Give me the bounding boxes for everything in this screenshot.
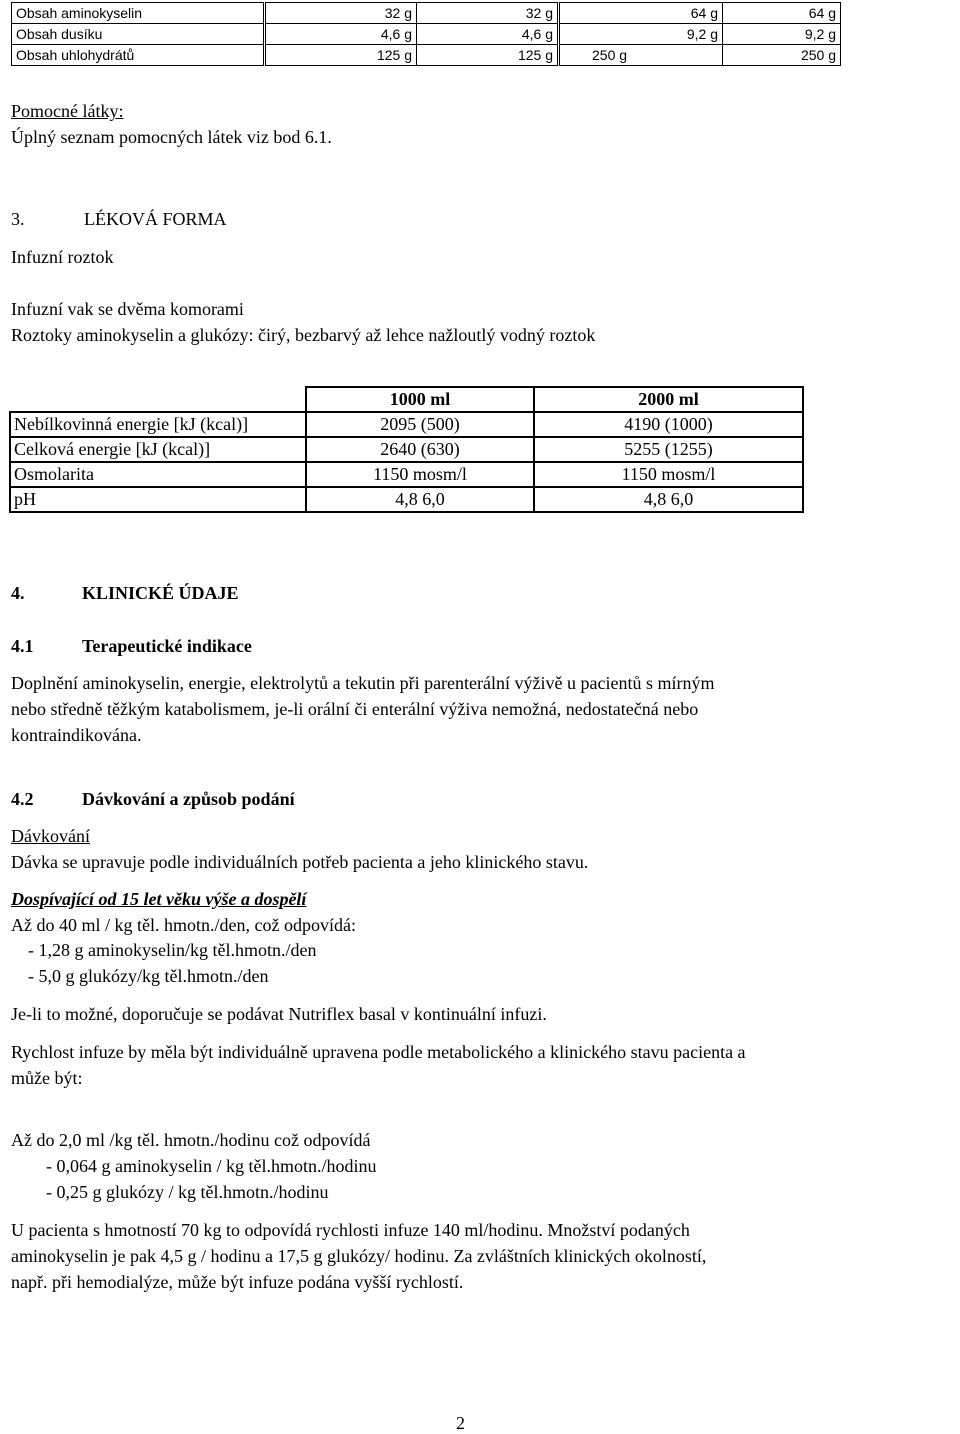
composition-table [11, 2, 841, 66]
cell: 5255 (1255) [534, 437, 803, 462]
section-4-1-number: 4.1 [11, 636, 34, 656]
adult-heading: Dospívající od 15 let věku výše a dospělí [11, 889, 307, 909]
cell: 64 g [723, 3, 841, 24]
cell: 250 g [723, 45, 841, 66]
rate-text-line-1: Rychlost infuze by měla být individuálně upravena podle metabolického a klinického stavu pacienta a [11, 1042, 746, 1062]
row-label: Obsah aminokyselin [12, 3, 265, 24]
dosing-text: Dávka se upravuje podle individuálních potřeb pacienta a jeho klinického stavu. [11, 852, 589, 872]
page-number: 2 [456, 1413, 465, 1433]
cell: 1150 mosm/l [534, 462, 803, 487]
excipients-text: Úplný seznam pomocných látek viz bod 6.1. [11, 127, 332, 147]
section-3-title: LÉKOVÁ FORMA [84, 209, 227, 229]
section-4-2-number: 4.2 [11, 789, 34, 809]
indication-line-3: kontraindikována. [11, 725, 142, 745]
example-line-1: U pacienta s hmotností 70 kg to odpovídá rychlosti infuze 140 ml/hodinu. Množství podaných [11, 1220, 690, 1240]
cell: 125 g [417, 45, 559, 66]
cell: 4190 (1000) [534, 412, 803, 437]
cell: 4,8 6,0 [306, 487, 534, 512]
dosing-heading: Dávkování [11, 826, 90, 846]
table-row [12, 3, 841, 24]
continuous-infusion-text: Je-li to možné, doporučuje se podávat Nutriflex basal v kontinuální infuzi. [11, 1004, 547, 1024]
table-row [10, 412, 803, 437]
row-label: Obsah uhlohydrátů [12, 45, 265, 66]
row-label: Obsah dusíku [12, 24, 265, 45]
rate-line: Až do 2,0 ml /kg těl. hmotn./hodinu což odpovídá [11, 1130, 371, 1150]
section-3-line-2: Roztoky aminokyselin a glukózy: čirý, bezbarvý až lehce nažloutlý vodný roztok [11, 325, 596, 345]
cell: 2095 (500) [306, 412, 534, 437]
adult-dose-item: - 5,0 g glukózy/kg těl.hmotn./den [28, 966, 269, 986]
table-row [12, 45, 841, 66]
cell: 32 g [417, 3, 559, 24]
cell: 250 g [559, 45, 723, 66]
column-header: 1000 ml [306, 387, 534, 412]
cell: 9,2 g [559, 24, 723, 45]
excipients-heading: Pomocné látky: [11, 101, 124, 121]
cell: 4,8 6,0 [534, 487, 803, 512]
cell: 4,6 g [417, 24, 559, 45]
section-4-2-title: Dávkování a způsob podání [82, 789, 295, 809]
section-3-subtitle: Infuzní roztok [11, 247, 114, 267]
example-line-3: např. při hemodialýze, může být infuze podána vyšší rychlostí. [11, 1272, 464, 1292]
row-label: Celková energie [kJ (kcal)] [10, 437, 306, 462]
section-4-number: 4. [11, 583, 25, 603]
table-header-row [10, 387, 803, 412]
rate-text-line-2: může být: [11, 1068, 83, 1088]
cell: 1150 mosm/l [306, 462, 534, 487]
cell: 4,6 g [265, 24, 417, 45]
row-label: pH [10, 487, 306, 512]
rate-item: - 0,25 g glukózy / kg těl.hmotn./hodinu [46, 1182, 329, 1202]
cell: 9,2 g [723, 24, 841, 45]
rate-item: - 0,064 g aminokyselin / kg těl.hmotn./hodinu [46, 1156, 377, 1176]
indication-line-1: Doplnění aminokyselin, energie, elektrolytů a tekutin při parenterální výživě u pacientů s mírným [11, 673, 715, 693]
indication-line-2: nebo středně těžkým katabolismem, je-li orální či enterální výživa nemožná, nedostatečná nebo [11, 699, 699, 719]
adult-dose-item: - 1,28 g aminokyselin/kg těl.hmotn./den [28, 940, 317, 960]
table-row [12, 24, 841, 45]
cell: 2640 (630) [306, 437, 534, 462]
cell: 32 g [265, 3, 417, 24]
header-empty [10, 387, 306, 412]
row-label: Osmolarita [10, 462, 306, 487]
example-line-2: aminokyselin je pak 4,5 g / hodinu a 17,5 g glukózy/ hodinu. Za zvláštních klinických okolností, [11, 1246, 707, 1266]
form-table [9, 386, 804, 513]
adult-dose-line: Až do 40 ml / kg těl. hmotn./den, což odpovídá: [11, 915, 356, 935]
table-row [10, 462, 803, 487]
section-4-1-title: Terapeutické indikace [82, 636, 252, 656]
section-4-title: KLINICKÉ ÚDAJE [82, 583, 239, 603]
cell: 125 g [265, 45, 417, 66]
section-3-line-1: Infuzní vak se dvěma komorami [11, 299, 244, 319]
cell: 64 g [559, 3, 723, 24]
table-row [10, 487, 803, 512]
table-row [10, 437, 803, 462]
column-header: 2000 ml [534, 387, 803, 412]
row-label: Nebílkovinná energie [kJ (kcal)] [10, 412, 306, 437]
section-3-number: 3. [11, 209, 25, 229]
